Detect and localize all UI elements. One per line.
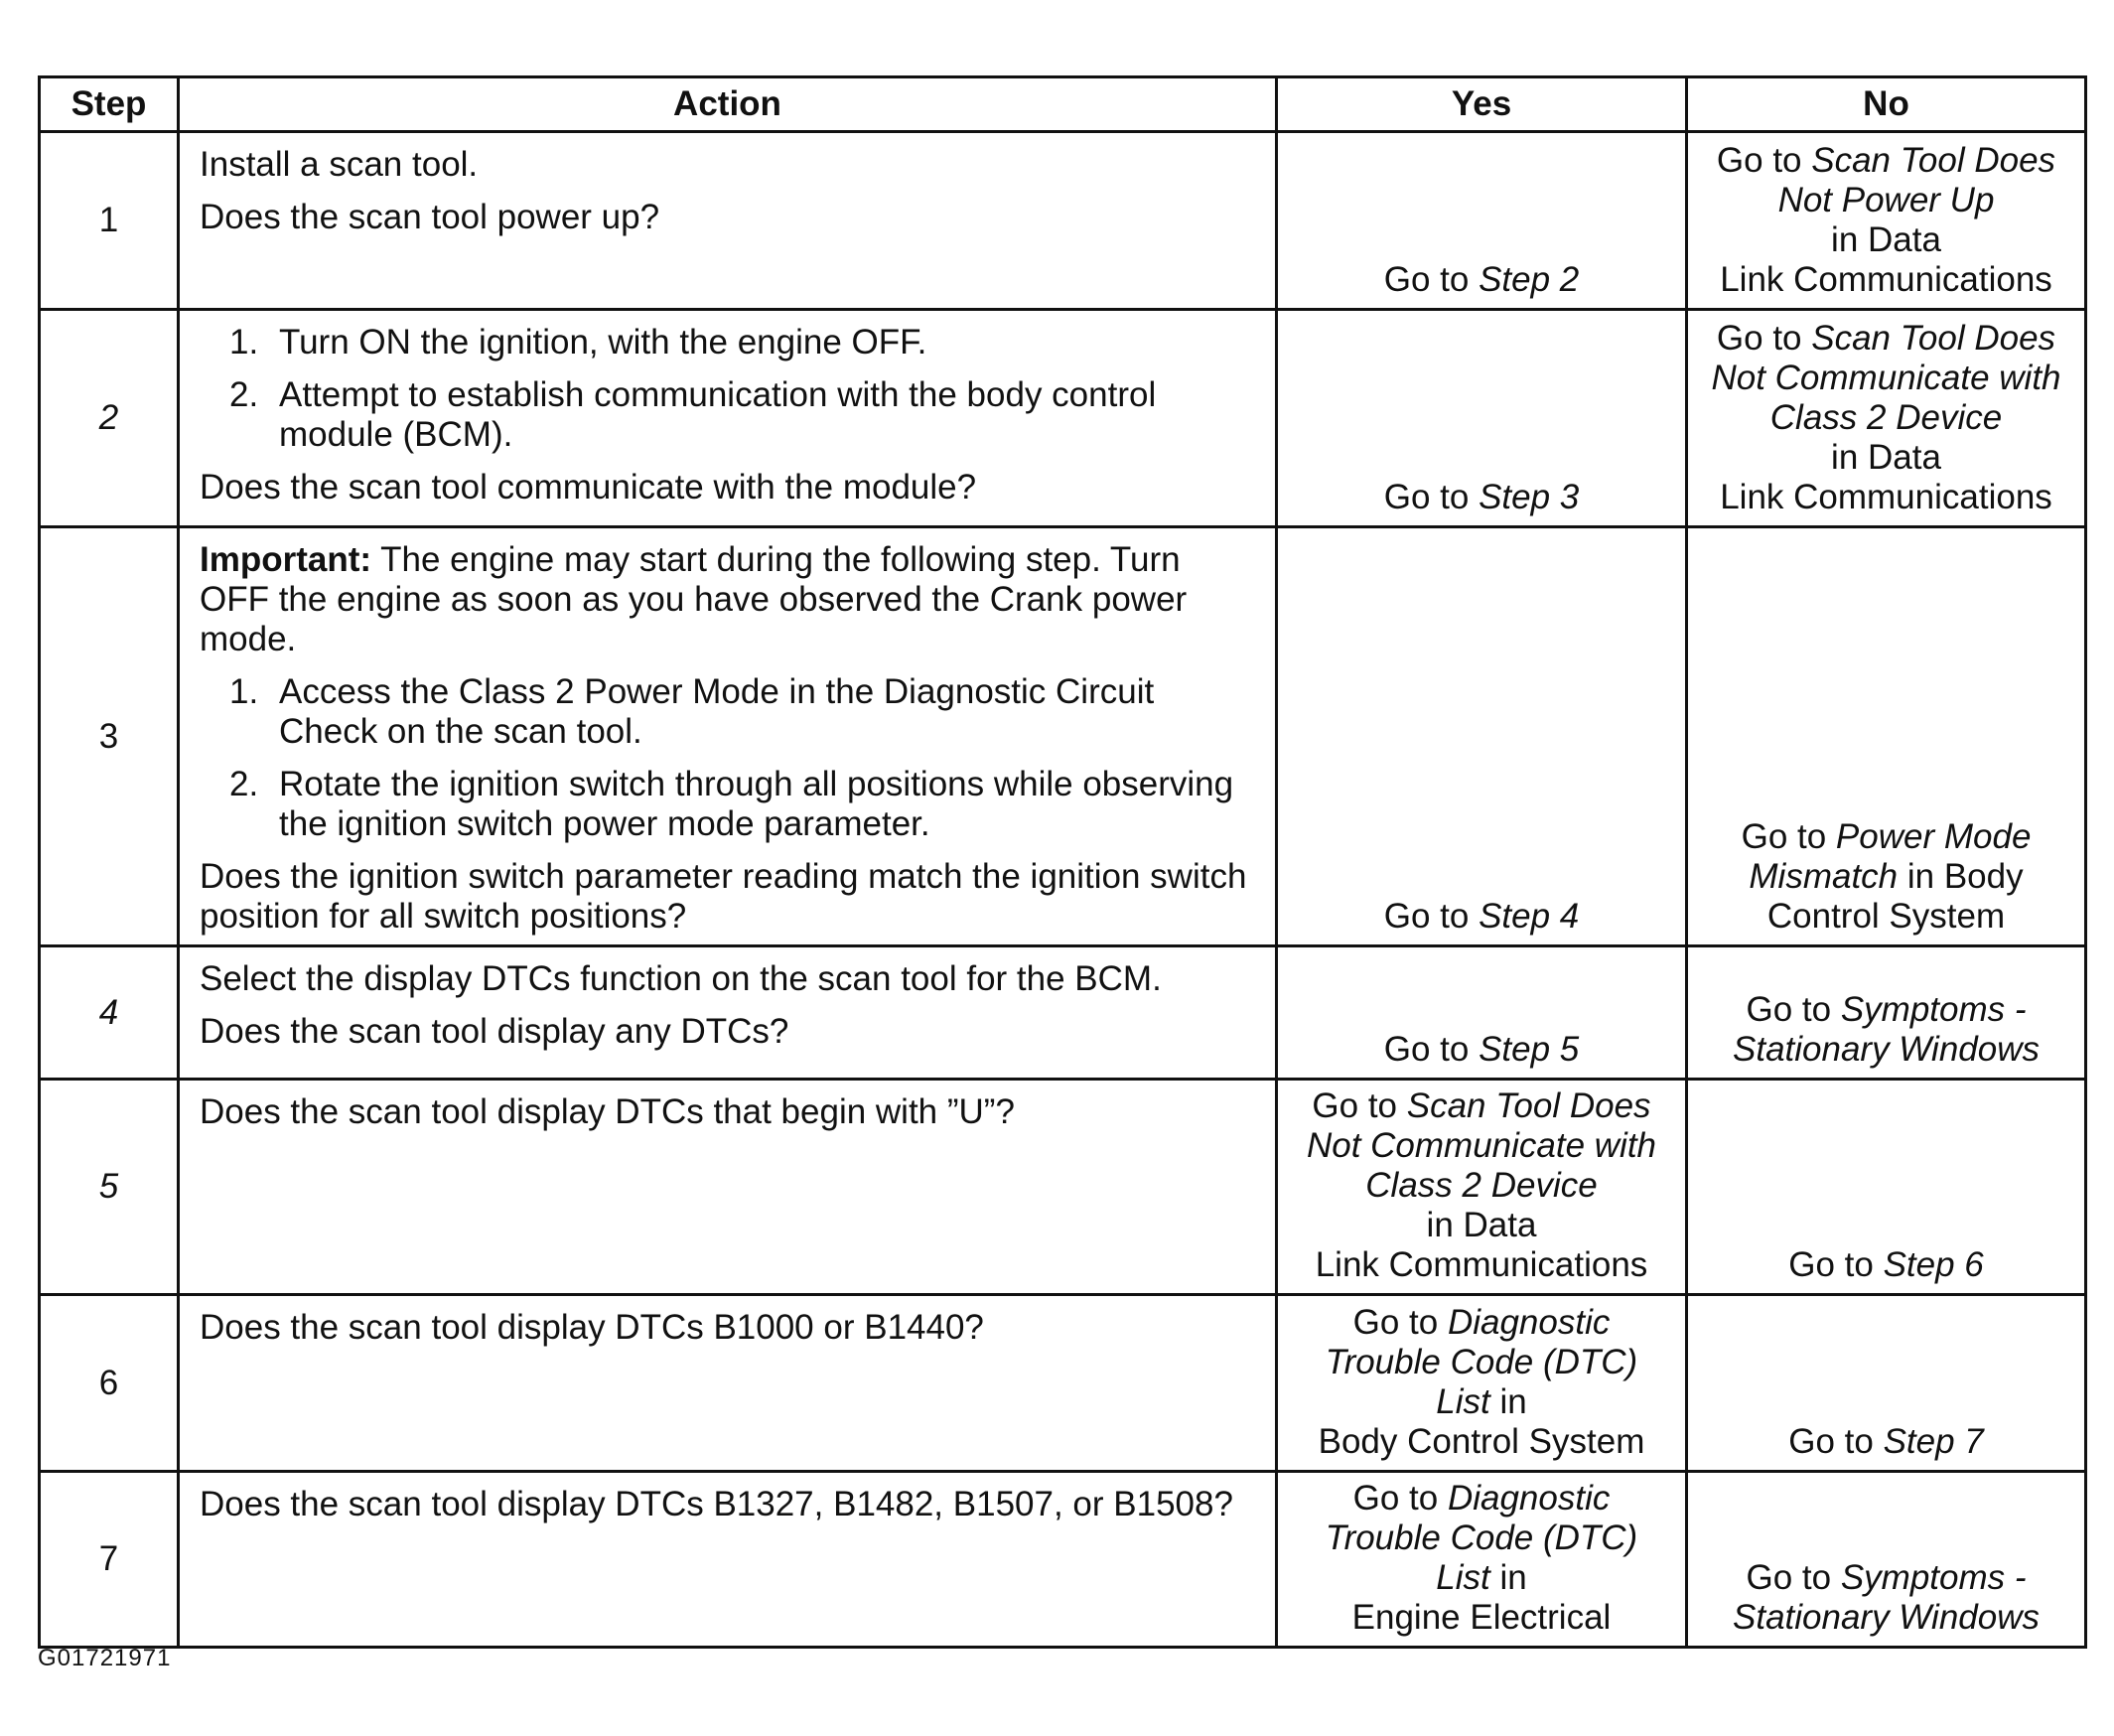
header-step: Step [40, 77, 179, 132]
no-link: Power Mode [1835, 817, 2032, 856]
action-text: Select the display DTCs function on the scan tool for the BCM. [200, 959, 1162, 998]
yes-prefix: Go to [1383, 478, 1480, 516]
important-note [200, 540, 1259, 659]
yes-link: List [1436, 1558, 1490, 1597]
yes-link: Step 2 [1479, 260, 1580, 299]
step-number: 2 [40, 310, 179, 527]
no-link: Stationary Windows [1733, 1598, 2040, 1637]
action-cell [179, 946, 1277, 1080]
no-link: Not Power Up [1777, 181, 1995, 219]
important-label: Important: [200, 540, 372, 579]
action-list [200, 672, 1259, 844]
yes-link: List [1436, 1382, 1490, 1421]
no-link: Symptoms - [1840, 990, 2027, 1029]
no-prefix: Go to [1716, 319, 1812, 358]
table-row [40, 1472, 2086, 1648]
yes-suffix: in [1489, 1382, 1527, 1421]
no-suffix: in Body [1898, 857, 2024, 896]
no-cell [1687, 1472, 2086, 1648]
no-suffix: Control System [1766, 897, 2006, 936]
action-question: Does the scan tool communicate with the module? [200, 468, 977, 506]
action-question: Does the ignition switch parameter reading match the ignition switch position for all switch positions? [200, 857, 1247, 936]
important-text: The engine may start during the following step. Turn OFF the engine as soon as you have observed the Crank power mode. [200, 540, 1188, 658]
yes-link: Step 4 [1479, 897, 1580, 936]
yes-cell [1277, 132, 1687, 310]
no-link: Scan Tool Does [1811, 141, 2056, 180]
step-number: 6 [40, 1295, 179, 1472]
table-row [40, 946, 2086, 1080]
yes-prefix: Go to [1383, 1030, 1480, 1069]
no-link: Mismatch [1749, 857, 1899, 896]
action-list-item: 2. Attempt to establish communication with the body control module (BCM). [229, 375, 1157, 454]
action-question: Does the scan tool display DTCs B1000 or B1440? [200, 1308, 984, 1347]
no-link: Class 2 Device [1769, 398, 2003, 437]
no-cell [1687, 132, 2086, 310]
yes-link: Step 5 [1479, 1030, 1580, 1069]
no-link: Not Communicate with [1711, 359, 2061, 397]
no-suffix: in Data [1831, 438, 1941, 477]
action-cell [179, 1295, 1277, 1472]
header-yes: Yes [1277, 77, 1687, 132]
no-prefix: Go to [1746, 1558, 1841, 1597]
header-action: Action [179, 77, 1277, 132]
no-prefix: Go to [1788, 1245, 1884, 1284]
yes-link: Diagnostic [1447, 1303, 1611, 1342]
step-number: 1 [40, 132, 179, 310]
action-cell [179, 132, 1277, 310]
yes-cell [1277, 1472, 1687, 1648]
yes-prefix: Go to [1352, 1479, 1448, 1518]
action-question: Does the scan tool power up? [200, 198, 660, 236]
figure-id: G01721971 [38, 1645, 172, 1671]
table-row [40, 1080, 2086, 1295]
no-cell [1687, 1295, 2086, 1472]
yes-suffix: Body Control System [1318, 1422, 1645, 1461]
header-row [40, 77, 2086, 132]
yes-suffix: Link Communications [1315, 1245, 1648, 1284]
action-text: Install a scan tool. [200, 145, 479, 184]
no-link: Symptoms - [1840, 1558, 2027, 1597]
no-suffix: Link Communications [1720, 478, 2052, 516]
no-link: Scan Tool Does [1811, 319, 2056, 358]
action-cell [179, 1080, 1277, 1295]
no-prefix: Go to [1746, 990, 1841, 1029]
step-number: 3 [40, 527, 179, 946]
action-list-item: 1. Turn ON the ignition, with the engine OFF. [229, 323, 927, 362]
step-number: 4 [40, 946, 179, 1080]
yes-prefix: Go to [1383, 260, 1480, 299]
no-cell [1687, 1080, 2086, 1295]
no-prefix: Go to [1741, 817, 1836, 856]
action-list-item: 1. Access the Class 2 Power Mode in the Diagnostic Circuit Check on the scan tool. [229, 672, 1155, 751]
no-cell [1687, 310, 2086, 527]
yes-cell [1277, 1080, 1687, 1295]
yes-prefix: Go to [1352, 1303, 1448, 1342]
table-row [40, 310, 2086, 527]
action-question: Does the scan tool display any DTCs? [200, 1012, 789, 1051]
no-suffix: in Data [1831, 220, 1941, 259]
no-link: Stationary Windows [1733, 1030, 2040, 1069]
no-cell [1687, 527, 2086, 946]
no-prefix: Go to [1716, 141, 1812, 180]
no-prefix: Go to [1788, 1422, 1884, 1461]
step-number: 5 [40, 1080, 179, 1295]
diagnostic-table [38, 75, 2087, 1649]
yes-cell [1277, 527, 1687, 946]
yes-suffix: Engine Electrical [1351, 1598, 1612, 1637]
yes-link: Trouble Code (DTC) [1325, 1343, 1638, 1381]
yes-link: Trouble Code (DTC) [1325, 1519, 1638, 1557]
action-question: Does the scan tool display DTCs B1327, B1482, B1507, or B1508? [200, 1485, 1233, 1523]
yes-suffix: in [1489, 1558, 1527, 1597]
yes-prefix: Go to [1312, 1086, 1407, 1125]
table-row [40, 1295, 2086, 1472]
action-list [200, 323, 1259, 455]
yes-link: Not Communicate with [1306, 1126, 1657, 1165]
step-number: 7 [40, 1472, 179, 1648]
action-cell [179, 1472, 1277, 1648]
no-suffix: Link Communications [1720, 260, 2052, 299]
no-link: Step 6 [1883, 1245, 1984, 1284]
yes-suffix: in Data [1426, 1206, 1537, 1244]
table-row [40, 132, 2086, 310]
action-cell [179, 527, 1277, 946]
action-question: Does the scan tool display DTCs that begin with ”U”? [200, 1092, 1015, 1131]
yes-cell [1277, 1295, 1687, 1472]
yes-cell [1277, 310, 1687, 527]
yes-link: Step 3 [1479, 478, 1580, 516]
no-cell [1687, 946, 2086, 1080]
yes-link: Scan Tool Does [1406, 1086, 1651, 1125]
no-link: Step 7 [1883, 1422, 1984, 1461]
header-no: No [1687, 77, 2086, 132]
yes-link: Diagnostic [1447, 1479, 1611, 1518]
yes-prefix: Go to [1383, 897, 1480, 936]
yes-cell [1277, 946, 1687, 1080]
action-cell [179, 310, 1277, 527]
table-row [40, 527, 2086, 946]
yes-link: Class 2 Device [1365, 1166, 1598, 1205]
action-list-item: 2. Rotate the ignition switch through all positions while observing the ignition switch power mode parameter. [229, 765, 1234, 843]
